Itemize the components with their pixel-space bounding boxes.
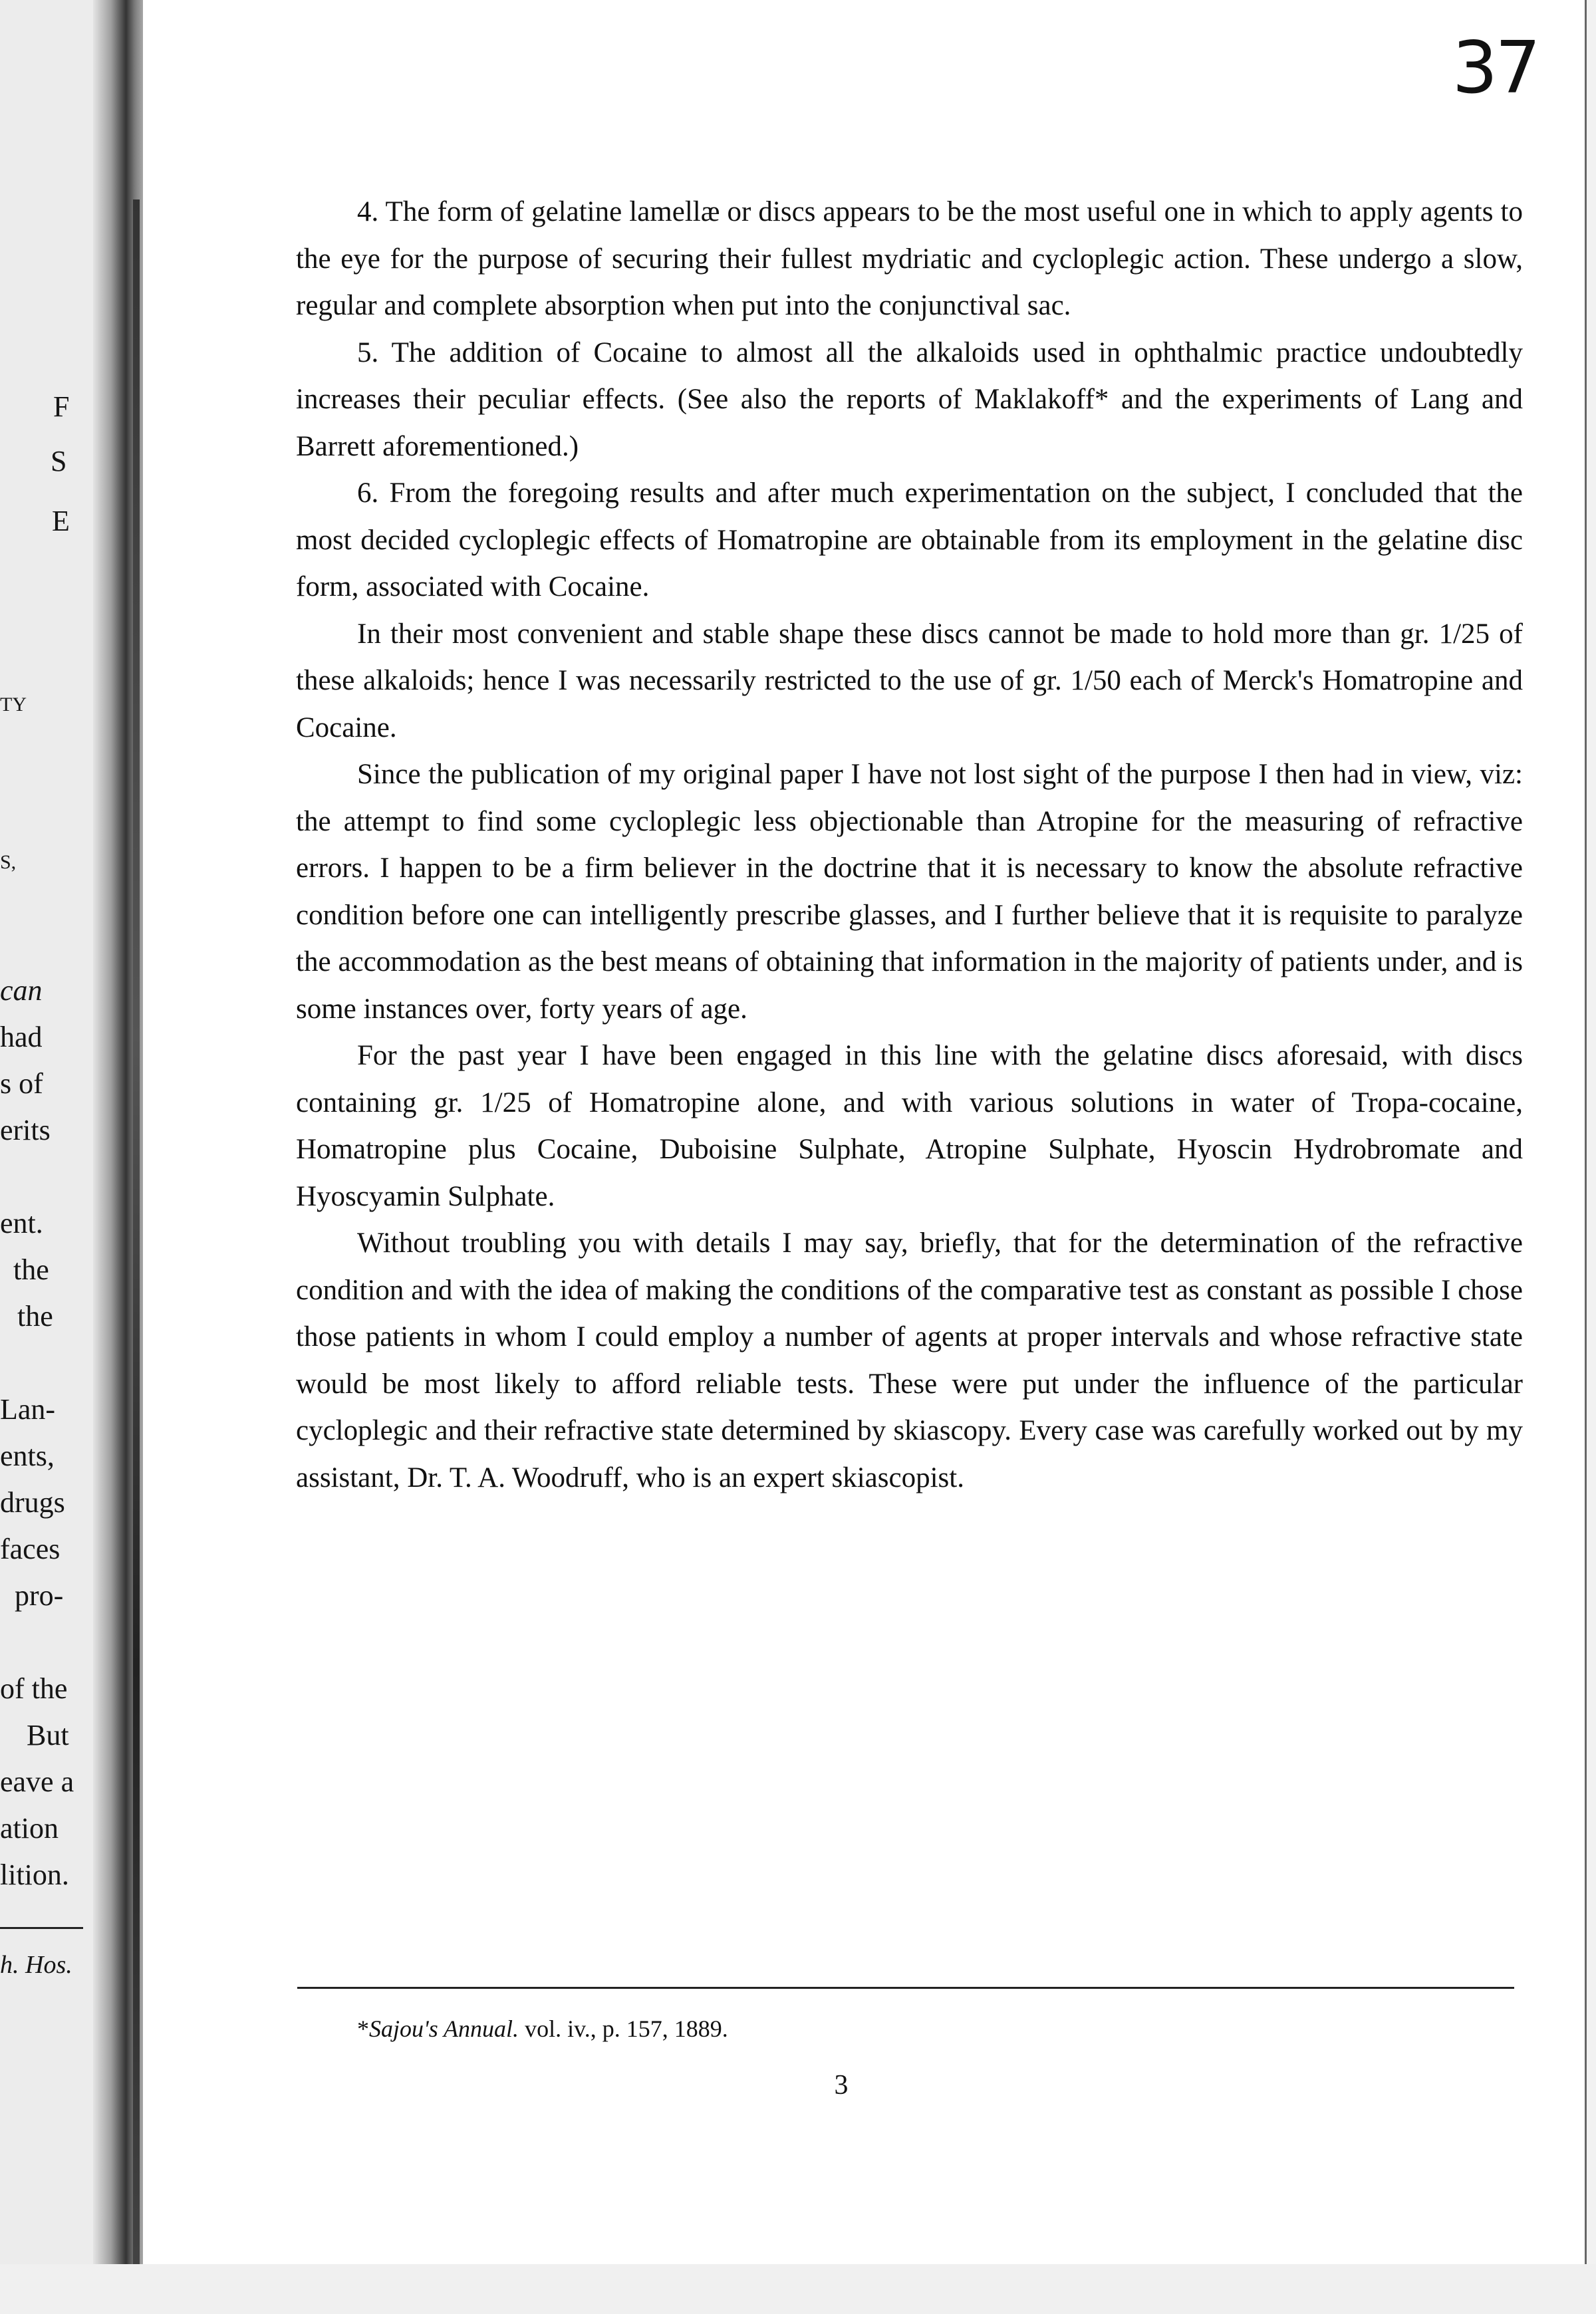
left-page-fragment: F — [53, 390, 70, 423]
left-page-fragment: TY — [0, 694, 27, 715]
left-page-fragment: drugs — [0, 1486, 65, 1519]
page-number: 3 — [834, 2070, 849, 2101]
paragraph: Without troubling you with details I may say, briefly, that for the determination of the refractive condition and with the idea of making the conditions of the comparative test as constant as possible I chose those patients in whom I could employ a number of agents at proper intervals and whose refractive state would be most likely to afford reliable tests. These were put under the influence of the particular cycloplegic and their refractive state determined by skiascopy. Every case was carefully worked out by my assistant, Dr. T. A. Woodruff, who is an expert skiascopist. — [296, 1227, 1523, 1493]
footnote-title: Sajou's Annual. — [369, 2015, 519, 2042]
left-page-fragment: h. Hos. — [0, 1951, 72, 1979]
left-page-fragment: ation — [0, 1812, 59, 1845]
left-page-fragment: can — [0, 974, 43, 1007]
left-page-fragment: S, — [0, 851, 17, 873]
left-page-fragment: lition. — [0, 1859, 69, 1891]
paragraph: Since the publication of my original paper I have not lost sight of the purpose I then had in view, viz: the attempt to find some cycloplegic less objectionable than Atropine for the measuring of refractive errors. I happen to be a firm believer in the doctrine that it is necessary to know the absolute refractive condition before one can intelligently prescribe glasses, and I further believe that it is requisite to paralyze the accommodation as the best means of obtaining that information in the majority of patients under, and is some instances over, forty years of age. — [296, 759, 1523, 1025]
left-page-fragment: ent. — [0, 1207, 43, 1239]
left-page-fragment: erits — [0, 1114, 51, 1146]
left-page-fragment: s of — [0, 1067, 43, 1100]
handwritten-page-reference: 37 — [1452, 27, 1538, 110]
left-page-fragment: the — [13, 1253, 49, 1286]
left-page-fragment: But — [27, 1719, 69, 1751]
footnote — [357, 2015, 728, 2043]
footnote-marker: * — [357, 2015, 369, 2042]
left-page-rule — [0, 1927, 83, 1929]
paragraph: In their most convenient and stable shape these discs cannot be made to hold more than gr. 1/25 of these alkaloids; hence I was necessarily restricted to the use of gr. 1/50 each of Merck's Homatropine and Cocaine. — [296, 618, 1523, 743]
paragraph: 6. From the foregoing results and after much experimentation on the subject, I concluded that the most decided cycloplegic effects of Homatropine are obtainable from its employment in the gelatine disc form, associated with Cocaine. — [296, 477, 1523, 602]
scan-margin — [0, 2264, 1596, 2314]
left-page-fragment: eave a — [0, 1765, 74, 1798]
left-page-fragment: S — [51, 445, 67, 477]
left-page-fragment: faces — [0, 1533, 61, 1565]
left-page-fragment: E — [52, 505, 70, 537]
footnote-rule — [297, 1987, 1514, 1989]
footnote-text: vol. iv., p. 157, 1889. — [519, 2015, 728, 2042]
left-page-fragment: the — [17, 1300, 53, 1333]
paragraph: 4. The form of gelatine lamellæ or discs appears to be the most useful one in which to apply agents to the eye for the purpose of securing their fullest mydriatic and cycloplegic action. These undergo a slow, regular and complete absorption when put into the conjunctival sac. — [296, 196, 1523, 321]
document-page — [143, 0, 1587, 2266]
spine-shadow — [133, 199, 140, 2294]
left-page-fragment: Lan- — [0, 1393, 56, 1426]
left-page-fragment: of the — [0, 1672, 68, 1705]
paragraph: 5. The addition of Cocaine to almost all the alkaloids used in ophthalmic practice undoubtedly increases their peculiar effects. (See also the reports of Maklakoff* and the experiments of Lang and Barrett aforementioned.) — [296, 336, 1523, 462]
body-text — [296, 189, 1523, 1501]
left-page-fragment: had — [0, 1021, 43, 1053]
left-page-fragment: ents, — [0, 1440, 55, 1472]
left-page-fragment: pro- — [15, 1579, 64, 1612]
paragraph: For the past year I have been engaged in this line with the gelatine discs aforesaid, with discs containing gr. 1/25 of Homatropine alone, and with various solutions in water of Tropa-cocaine, Homatropine plus Cocaine, Duboisine Sulphate, Atropine Sulphate, Hyoscin Hydrobromate and Hyoscyamin Sulphate. — [296, 1040, 1523, 1212]
